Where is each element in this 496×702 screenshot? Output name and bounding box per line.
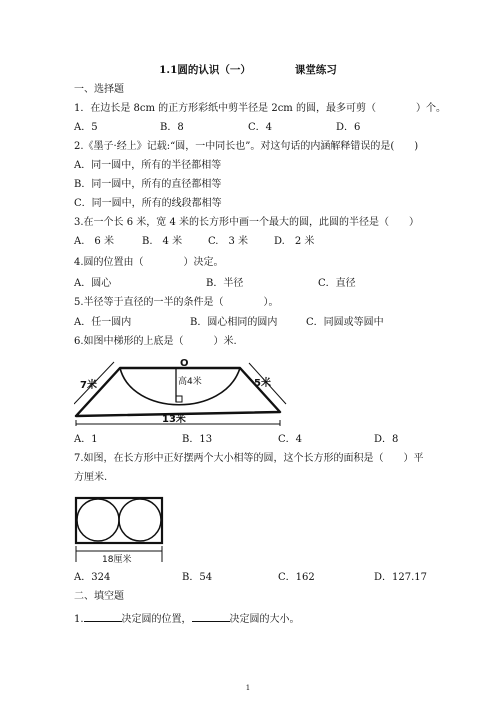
q1-options [74,121,422,135]
q5-option-b: B．圆心相同的圆内 [190,317,278,328]
q4-option-a: A．圆心 [74,278,112,289]
q7-option-a: A．324 [74,572,111,583]
q7-stem-line1: 7.如图，在长方形中正好摆两个大小相等的圆，这个长方形的面积是（ ）平 [74,453,424,464]
q7-stem-line2: 方厘米. [74,472,108,483]
right-circle [119,499,161,541]
q3-option-a: A. 6 米 [74,236,114,247]
q6-trapezoid-figure [74,358,356,426]
q1-option-b: B．8 [160,122,184,133]
q2-stem: 2.《墨子·经上》记载:“圆，一中同长也”。对这句话的内涵解释错误的是( ) [74,141,419,152]
q1-option-c: C．4 [248,122,273,133]
page-number: 1 [245,684,251,692]
q2-option-a: A．同一圆中，所有的半径都相等 [74,160,222,171]
q3-option-b: B. 4 米 [142,236,183,247]
q6-option-b: B．13 [182,434,213,445]
right-angle-mark [176,396,182,402]
q2-option-b: B．同一圆中，所有的直径都相等 [74,179,222,190]
q1-option-d: D．6 [336,122,361,133]
label-left-side: 7米 [80,380,97,391]
q3-options [74,235,422,249]
page-title [0,62,496,77]
fill1-part2: 决定圆的大小。 [229,614,300,625]
q7-options [74,571,428,585]
q1-stem: 1．在边长是 8cm 的正方形彩纸中剪半径是 2cm 的圆，最多可剪（ ）个。 [74,103,446,114]
q5-options [74,316,422,330]
q3-option-c: C. 3 米 [208,236,249,247]
q3-option-d: D. 2 米 [274,236,315,247]
q7-circles-figure [74,496,166,568]
label-width: 18厘米 [102,555,132,565]
q5-option-c: C．同圆或等圆中 [306,317,384,328]
fill1-blank-2[interactable] [192,611,230,622]
q4-options [74,277,422,291]
fill1-line [74,611,300,627]
label-bottom: 13米 [162,414,186,425]
q6-stem: 6.如图中梯形的上底是（ ）米. [74,336,237,347]
trapezoid-outline [76,368,280,416]
label-height: 高4米 [178,377,202,387]
fill1-part1: 决定圆的位置， [121,614,192,625]
q4-option-b: B．半径 [206,278,244,289]
section-choice: 一、选择题 [74,84,124,95]
left-circle [77,499,119,541]
q6-options [74,433,422,447]
q5-stem: 5.半径等于直径的一半的条件是（ ）。 [74,297,279,308]
section-fill: 二、填空题 [74,591,124,602]
title-main: 1.1圆的认识（一） [159,64,251,76]
title-sub: 课堂练习 [294,64,337,76]
q7-option-b: B．54 [182,572,213,583]
q3-stem: 3.在一个长 6 米，宽 4 米的长方形中画一个最大的圆，此圆的半径是（ ） [74,217,419,228]
fill1-blank-1[interactable] [84,611,122,622]
label-right-side: 5米 [254,378,271,389]
q5-option-a: A．任一圆内 [74,317,132,328]
q6-option-d: D．8 [374,434,399,445]
q7-option-d: D．127.17 [374,572,428,583]
q4-option-c: C．直径 [318,278,356,289]
q7-option-c: C．162 [278,572,315,583]
q6-option-a: A．1 [74,434,98,445]
q2-option-c: C．同一圆中，所有的线段都相等 [74,198,222,209]
label-top: O [180,358,189,369]
q6-option-c: C．4 [278,434,303,445]
q1-option-a: A．5 [74,122,98,133]
fill1-number: 1. [74,614,84,625]
q4-stem: 4.圆的位置由（ ）决定。 [74,257,224,268]
